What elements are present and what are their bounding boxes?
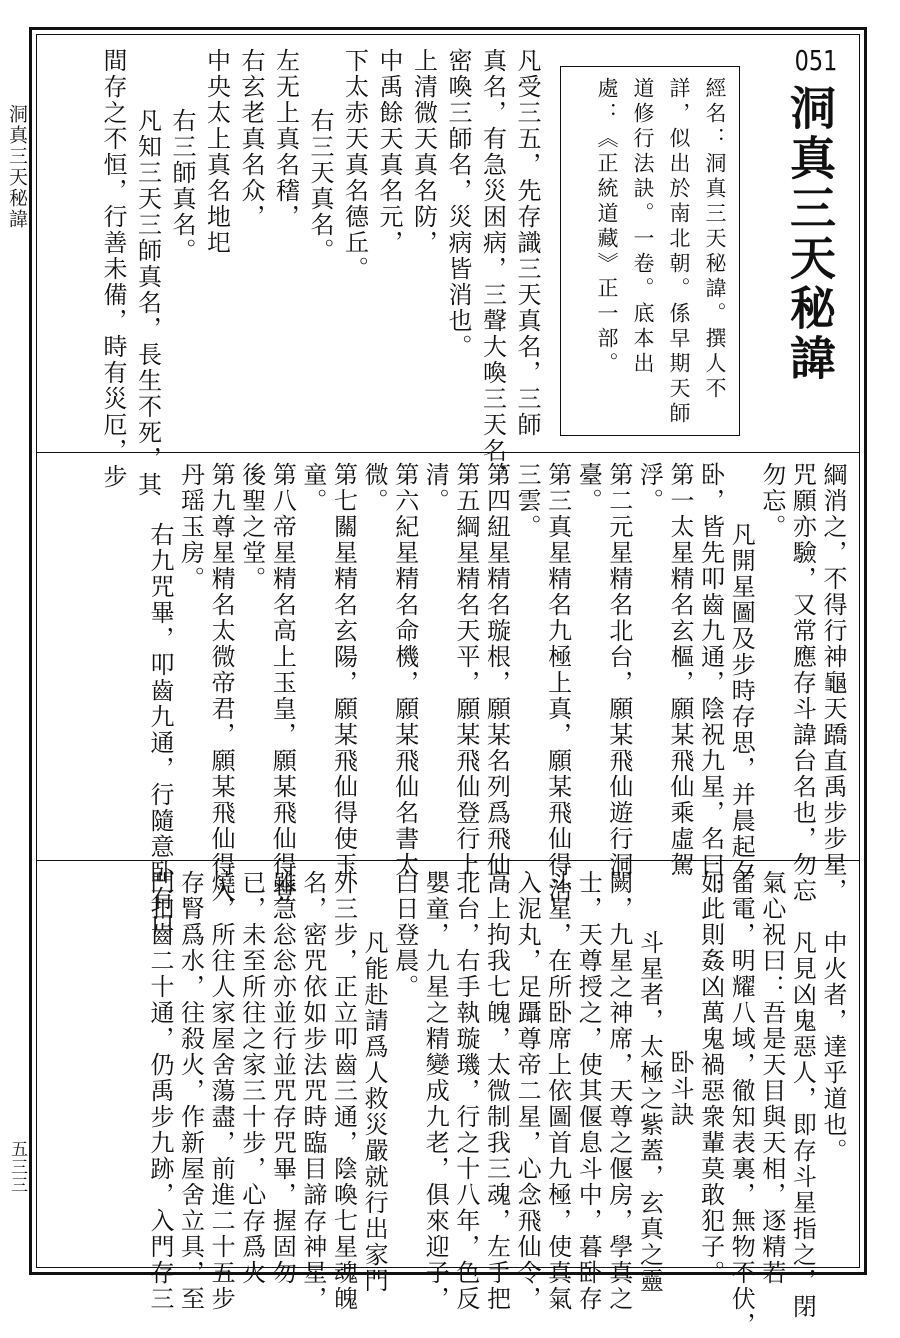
body-text-middle: 綱消之，不得行神龜天蹻直禹步步星， 咒願亦驗，又常應存斗諱台名也，勿忘 勿忘。 凡開星圖及步時存思，并晨起夕 卧，皆先叩齒九通，陰祝九星，名曰： 第一太星精名玄樞，願某飛仙乘虛駕 浮。 第二元星精名北台，願某飛仙遊行洞 臺。 第三真星精名九極上真，願某飛仙得治 三雲。 第四紐星精名璇根，願某名列爲飛仙。 第五綱星精名天平，願某飛仙登行上 清。 第六紀星精名命機，願某飛仙名書太 微。 第七關星精名玄陽，願某飛仙得使玉 童。 第八帝星精名高上玉皇，願某飛仙得登 後聖之堂。 第九尊星精名太微帝君，願某飛仙得入 丹瑶玉房。 右九咒畢，叩齒九通，行隨意卧有口 bbox=[145, 462, 847, 938]
text-title: 洞真三天秘諱 bbox=[783, 84, 837, 384]
body-text-top: 凡受三五，先存識三天真名，三師 真名，有急災困病，三聲大喚三天名， 密喚三師名，災病皆消也。 上清微天真名防， 中禹餘天真名元， 下太赤天真名德丘。 右三天真名。 左无上真名𥡴， 右玄老真名众， 中央太上真名地圯 右三師真名。 凡知三天三師真名，長生不死，其 間存之不恒，行善未備，時有災厄，步 bbox=[99, 48, 541, 498]
running-title: 洞真三天秘諱 bbox=[6, 104, 28, 230]
body-text-bottom: 中火者，達乎道也。 凡見凶鬼惡人，即存斗星指之，閉 氣心祝曰：吾是天目與天相，逐精若 雷電，明耀八域，徹知表裏，無物不伏， 如此則姦凶萬鬼禍惡衆輩莫敢犯子。 卧斗訣 斗星者，太極之紫蓋，玄真之靈 闕，九星之神席，天尊之偃房，學真之 士，天尊授之，使其偃息斗中，暮卧存 斗星，在所卧席上依圖首九極，使真氣 入泥丸，足躡尊帝二星，心念飛仙令， 高上拘我七魄，太微制我三魂，左手把 北台，右手執璇璣，行之十八年，色反 嬰童，九星之精變成九老，俱來迎子， 白日登晨。 凡能赴請爲人救災嚴就行出家門 外三步，正立叩齒三通，陰喚七星魂魄 名，密咒依如步法咒時臨目諦存神星， 雖急忩忩亦並行並咒存咒畢，握固勿 已，未至所往之家三十步，心存爲火 燒，所往人家屋舍蕩盡，前進二十五步 存腎爲水，往殺火，作新屋舍立具，至 門扣齒二十通，仍禹步九跡，入門存三 bbox=[145, 870, 847, 1338]
description-box bbox=[560, 66, 740, 436]
page-number: 五三三 bbox=[7, 1140, 27, 1194]
text-number: 051 bbox=[794, 44, 838, 77]
description-text: 經名：洞真三天秘諱。撰人不 詳，似出於南北朝。係早期天師 道修行法訣。一卷。底本出 處：《正統道藏》正一部。 bbox=[595, 77, 727, 427]
